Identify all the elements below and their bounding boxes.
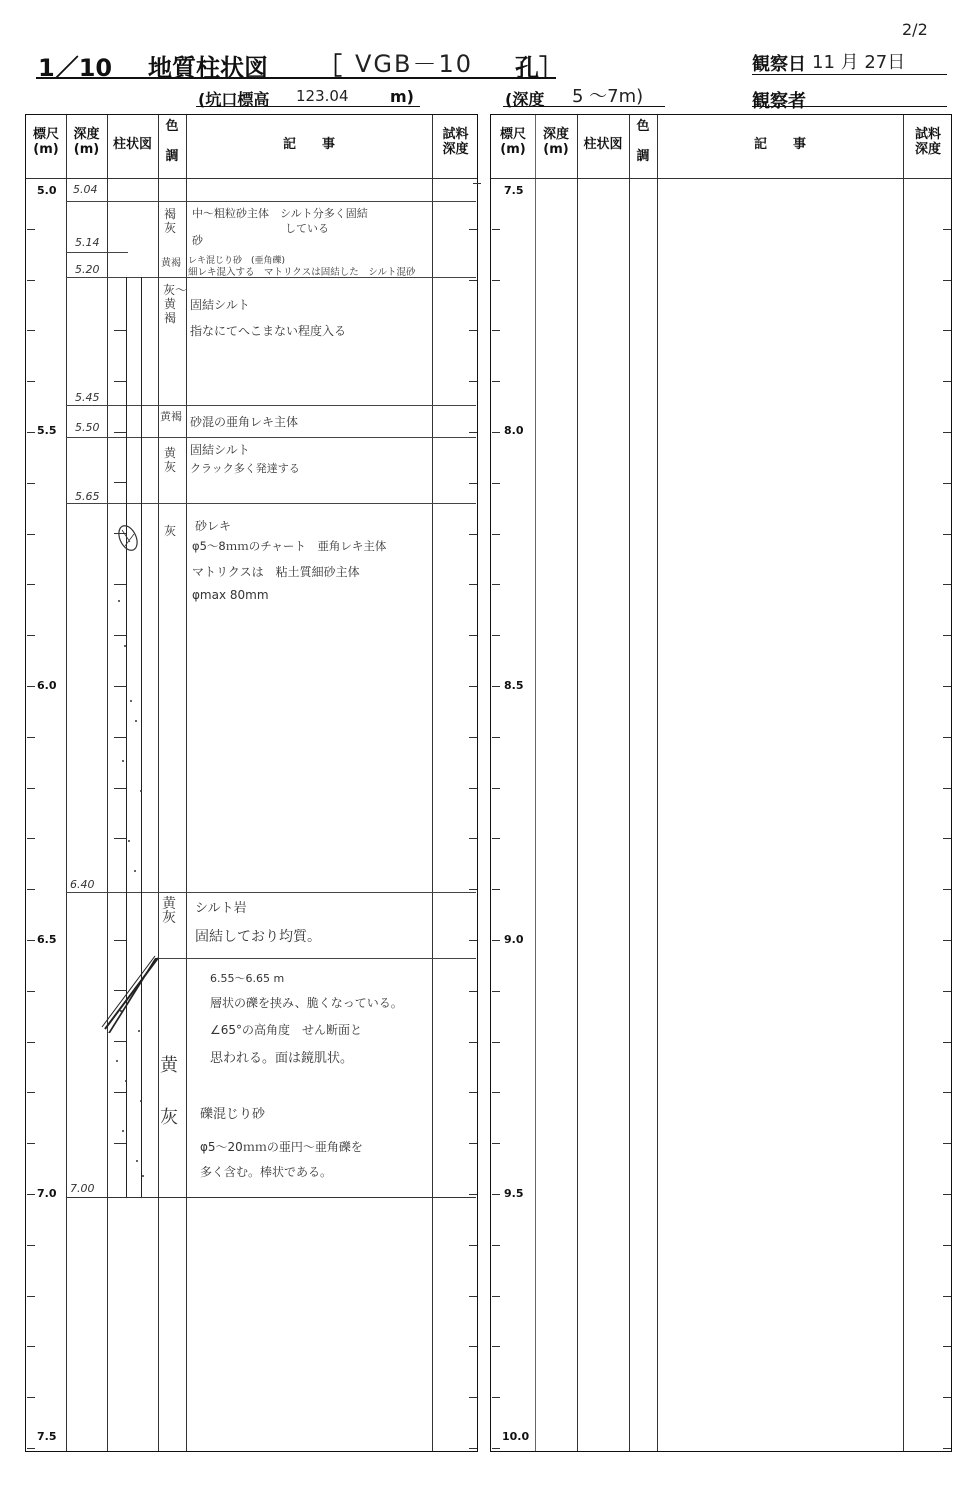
scale-tick [492, 229, 500, 230]
scale-label: 5.0 [37, 184, 57, 197]
gravel-dot [120, 1010, 122, 1012]
scale-tick [469, 178, 477, 179]
scale-tick [943, 1397, 951, 1398]
column-tick [114, 788, 126, 789]
gravel-dot [116, 1060, 118, 1062]
column-tick [114, 330, 126, 331]
scale-tick [943, 788, 951, 789]
scale-tick [27, 1296, 35, 1297]
column-tick [114, 1143, 126, 1144]
column-tick [114, 584, 126, 585]
scale-tick [492, 1194, 500, 1195]
scale-tick [492, 1143, 500, 1144]
scale-label: 7.0 [37, 1187, 57, 1200]
layer-depth: 5.65 [75, 490, 100, 503]
layer-note: 砂 [192, 234, 203, 247]
depth-range-underline [503, 106, 665, 107]
layer-note: φ5～8ｍｍのチャート 亜角レキ主体 [192, 539, 387, 553]
header-column: 柱状図 [583, 137, 623, 152]
header-scale: 標尺 (m) [32, 127, 59, 157]
scale-tick [492, 635, 500, 636]
scale-tick [27, 838, 35, 839]
depth-range-value: 5 ～7m) [572, 86, 644, 107]
scale-tick [492, 1448, 500, 1449]
scale-tick [943, 1346, 951, 1347]
scale-label: 9.5 [504, 1187, 524, 1200]
header-notes: 記 事 [753, 137, 806, 152]
scale-tick [469, 584, 477, 585]
layer-note: レキ混じり砂 (亜角礫) [188, 256, 286, 266]
column-tick [114, 381, 126, 382]
scale-tick [469, 1448, 477, 1449]
scale-tick [469, 381, 477, 382]
hole-suffix: 孔］ [515, 54, 563, 82]
scale-tick [943, 991, 951, 992]
scale-tick [469, 940, 477, 941]
title-scale: 1／10 [38, 54, 113, 82]
shear-plane-line [100, 955, 162, 1035]
scale-tick [943, 889, 951, 890]
column-tick [114, 635, 126, 636]
layer-note: 6.55～6.65 m [210, 972, 285, 985]
scale-tick [27, 788, 35, 789]
scale-tick [27, 1346, 35, 1347]
gravel-dot [122, 1130, 124, 1132]
header-color: 色 調 [636, 119, 650, 164]
scale-tick [943, 686, 951, 687]
layer-note: φmax 80mm [192, 588, 269, 602]
layer-color: 黄褐 [160, 410, 182, 423]
elevation-unit: m) [390, 87, 414, 106]
scale-tick [27, 940, 35, 941]
scale-tick [469, 1296, 477, 1297]
scale-tick [492, 1397, 500, 1398]
gravel-dot [140, 790, 142, 792]
column-tick [114, 737, 126, 738]
layer-note: 固結シルト [190, 443, 250, 457]
scale-tick [943, 737, 951, 738]
gravel-dot [122, 760, 124, 762]
scale-tick [943, 330, 951, 331]
header-notes: 記 事 [282, 137, 335, 152]
scale-label: 7.5 [37, 1430, 57, 1443]
scale-tick [492, 584, 500, 585]
scale-tick [27, 1397, 35, 1398]
gravel-dot [138, 1030, 140, 1032]
scale-tick [469, 1143, 477, 1144]
gravel-dot [142, 1175, 144, 1177]
column-tick [114, 990, 126, 991]
gravel-dot [124, 645, 126, 647]
scale-tick [469, 1397, 477, 1398]
scale-tick [492, 788, 500, 789]
scale-tick [492, 889, 500, 890]
page-title: 地質柱状図 [148, 54, 268, 82]
layer-depth: 5.50 [75, 421, 100, 434]
left-log-table [25, 114, 478, 1452]
scale-tick [943, 1092, 951, 1093]
layer-color: 黄灰 [162, 896, 176, 926]
title-underline [36, 77, 556, 79]
layer-depth: 5.45 [75, 391, 100, 404]
scale-tick [469, 1194, 477, 1195]
layer-color: 褐灰 [163, 207, 176, 235]
scale-tick [492, 838, 500, 839]
layer-note: シルト岩 [195, 901, 247, 916]
layer-note: している [285, 222, 329, 235]
layer-depth: 5.04 [73, 183, 98, 196]
scale-label: 10.0 [502, 1430, 530, 1443]
gravel-sketch [110, 520, 150, 560]
scale-tick [27, 1245, 35, 1246]
layer-note: 多く含む。棒状である。 [200, 1165, 333, 1179]
layer-color: 黄褐 [161, 258, 181, 269]
scale-tick [943, 534, 951, 535]
observer-underline [752, 106, 947, 107]
scale-tick [943, 178, 951, 179]
column-tick [114, 482, 126, 483]
scale-label: 6.5 [37, 933, 57, 946]
scale-tick [492, 432, 500, 433]
scale-tick [27, 1042, 35, 1043]
scale-tick [469, 991, 477, 992]
borehole-name: VGB－10 [355, 50, 474, 78]
scale-tick [27, 1448, 35, 1449]
scale-label: 5.5 [37, 424, 57, 437]
scale-label: 6.0 [37, 679, 57, 692]
scale-tick [943, 483, 951, 484]
observer-label: 観察者 [752, 91, 806, 112]
layer-note: 指なにてへこまない程度入る [190, 324, 347, 338]
right-log-table [490, 114, 952, 1452]
scale-tick [492, 178, 500, 179]
layer-depth: 5.14 [75, 236, 100, 249]
scale-tick [943, 584, 951, 585]
scale-tick [469, 838, 477, 839]
layer-note: クラック多く発達する [190, 462, 300, 475]
scale-tick [469, 635, 477, 636]
layer-note: 礫混じり砂 [200, 1107, 266, 1122]
layer-note: ∠65°の高角度 せん断面と [210, 1023, 363, 1037]
gravel-dot [140, 1100, 142, 1102]
scale-tick [27, 635, 35, 636]
scale-tick [943, 381, 951, 382]
scale-tick [492, 940, 500, 941]
scale-tick [943, 1143, 951, 1144]
scale-tick [943, 1042, 951, 1043]
layer-note: 砂レキ [195, 519, 232, 533]
scale-label: 8.5 [504, 679, 524, 692]
scale-tick [469, 1042, 477, 1043]
header-scale: 標尺 (m) [499, 127, 526, 157]
date-label: 観察日 [752, 54, 806, 75]
scale-tick [492, 330, 500, 331]
scale-label: 8.0 [504, 424, 524, 437]
scale-tick [943, 838, 951, 839]
scale-tick [27, 889, 35, 890]
scale-tick [943, 1296, 951, 1297]
scale-tick [27, 584, 35, 585]
scale-tick [469, 1245, 477, 1246]
scale-tick [27, 686, 35, 687]
scale-tick [27, 1092, 35, 1093]
scale-tick [27, 991, 35, 992]
gravel-dot [130, 700, 132, 702]
header-color: 色 調 [165, 119, 179, 164]
scale-tick [492, 991, 500, 992]
layer-depth: 6.40 [70, 878, 95, 891]
header-sample: 試料 深度 [914, 127, 941, 157]
gravel-dot [125, 1080, 127, 1082]
header-depth: 深度 (m) [73, 127, 100, 157]
layer-color: 黄灰 [160, 1055, 178, 1128]
column-tick [114, 533, 126, 534]
scale-tick [492, 1042, 500, 1043]
scale-tick [943, 229, 951, 230]
elevation-value: 123.04 [296, 87, 349, 105]
scale-tick [469, 686, 477, 687]
gravel-dot [136, 1160, 138, 1162]
scale-tick [27, 483, 35, 484]
scale-tick [469, 1346, 477, 1347]
scale-tick [492, 1346, 500, 1347]
scale-tick [27, 1143, 35, 1144]
scale-tick [469, 737, 477, 738]
column-tick [114, 686, 126, 687]
scale-tick [27, 534, 35, 535]
scale-tick [469, 1092, 477, 1093]
scale-tick [27, 1194, 35, 1195]
scale-tick [469, 483, 477, 484]
layer-note: 固結シルト [190, 298, 250, 312]
scale-tick [492, 737, 500, 738]
scale-tick [943, 1194, 951, 1195]
scale-tick [469, 432, 477, 433]
scale-tick [27, 330, 35, 331]
elevation-label: (坑口標高 [198, 90, 270, 109]
column-tick [114, 838, 126, 839]
gravel-dot [118, 600, 120, 602]
gravel-dot [135, 720, 137, 722]
column-tick [114, 432, 126, 433]
elevation-underline [196, 106, 420, 107]
title-bracket: ［ [318, 52, 342, 80]
scale-label: 7.5 [504, 184, 524, 197]
scale-tick [469, 229, 477, 230]
scale-tick [943, 432, 951, 433]
gravel-dot [134, 870, 136, 872]
scale-tick [943, 940, 951, 941]
scale-tick [492, 1245, 500, 1246]
scale-tick [27, 178, 35, 179]
layer-depth: 5.20 [75, 263, 100, 276]
scale-tick [943, 635, 951, 636]
scale-tick [943, 280, 951, 281]
layer-note: φ5～20ｍｍの亜円～亜角礫を [200, 1140, 363, 1154]
scale-tick [27, 280, 35, 281]
layer-color: 灰 [163, 524, 176, 538]
layer-color: 黄灰 [163, 446, 176, 474]
gravel-dot [128, 840, 130, 842]
layer-note: 中～粗粒砂主体 シルト分多く固結 [192, 207, 368, 220]
header-sample: 試料 深度 [442, 127, 469, 157]
depth-range-label: (深度 [505, 90, 545, 109]
scale-tick [469, 280, 477, 281]
layer-note: マトリクスは 粘土質細砂主体 [192, 565, 360, 579]
layer-color: 灰〜黄褐 [163, 283, 188, 325]
scale-tick [492, 280, 500, 281]
scale-tick [492, 381, 500, 382]
layer-note: 層状の礫を挟み、脆くなっている。 [210, 996, 403, 1010]
scale-tick [27, 229, 35, 230]
scale-tick [492, 686, 500, 687]
column-tick [114, 940, 126, 941]
scale-tick [27, 737, 35, 738]
scale-tick [469, 788, 477, 789]
scale-tick [943, 1448, 951, 1449]
layer-note: 固結しており均質。 [195, 929, 321, 945]
scale-tick [492, 1092, 500, 1093]
scale-tick [27, 381, 35, 382]
scale-tick [469, 534, 477, 535]
column-tick [114, 1041, 126, 1042]
column-tick [114, 1092, 126, 1093]
layer-note: 砂混の亜角レキ主体 [190, 415, 299, 429]
layer-note: 思われる。面は鏡肌状。 [210, 1051, 354, 1066]
header-depth: 深度 (m) [542, 127, 569, 157]
scale-tick [469, 889, 477, 890]
date-underline [752, 74, 947, 75]
page-number: 2/2 [902, 20, 928, 39]
scale-tick [492, 483, 500, 484]
layer-note: 細レキ混入する マトリクスは固結した シルト混砂 [188, 267, 416, 278]
header-column: 柱状図 [112, 137, 152, 152]
scale-tick [492, 1296, 500, 1297]
scale-label: 9.0 [504, 933, 524, 946]
layer-depth: 7.00 [70, 1182, 95, 1195]
date-value: 11 月 27日 [812, 52, 906, 73]
scale-tick [469, 330, 477, 331]
scale-tick [492, 534, 500, 535]
scale-tick [27, 432, 35, 433]
scale-tick [943, 1245, 951, 1246]
